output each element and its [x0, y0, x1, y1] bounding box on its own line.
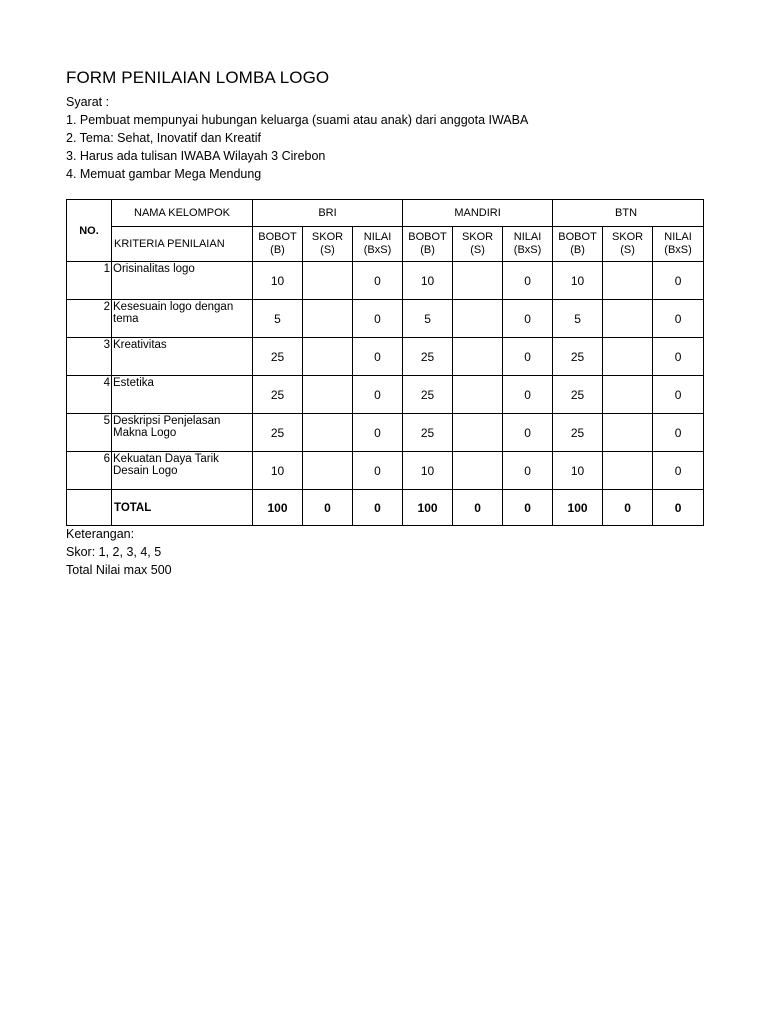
mandiri-nilai-total: 0 — [503, 490, 553, 526]
bri-bobot-cell: 25 — [253, 376, 303, 414]
bobot-header-symbol: (B) — [570, 244, 585, 256]
btn-bobot-cell: 5 — [553, 300, 603, 338]
mandiri-skor-cell — [453, 338, 503, 376]
bri-nilai-cell: 0 — [353, 338, 403, 376]
bobot-header-label: BOBOT — [258, 231, 297, 243]
btn-nilai-cell: 0 — [653, 262, 704, 300]
row-number: 4 — [67, 376, 112, 414]
mandiri-bobot-cell: 10 — [403, 262, 453, 300]
btn-nilai-header — [653, 227, 704, 262]
mandiri-skor-cell — [453, 414, 503, 452]
table-row — [67, 452, 704, 490]
form-title: FORM PENILAIAN LOMBA LOGO — [66, 68, 330, 87]
skor-header-label: SKOR — [611, 231, 644, 243]
mandiri-bobot-cell: 25 — [403, 414, 453, 452]
btn-skor-cell — [603, 376, 653, 414]
mandiri-bobot-cell: 10 — [403, 452, 453, 490]
total-no-cell — [67, 490, 112, 526]
group-header-bri: BRI — [253, 200, 403, 227]
bri-bobot-cell: 10 — [253, 262, 303, 300]
table-row — [67, 376, 704, 414]
bri-skor-cell — [303, 414, 353, 452]
kriteria-header: KRITERIA PENILAIAN — [112, 227, 253, 262]
bri-skor-header — [303, 227, 353, 262]
mandiri-nilai-header — [503, 227, 553, 262]
mandiri-skor-cell — [453, 376, 503, 414]
criteria-cell: Orisinalitas logo — [112, 262, 253, 300]
nilai-header-label: NILAI — [664, 231, 692, 243]
table-row — [67, 414, 704, 452]
btn-nilai-cell: 0 — [653, 338, 704, 376]
btn-skor-cell — [603, 414, 653, 452]
bri-skor-cell — [303, 262, 353, 300]
btn-bobot-header — [553, 227, 603, 262]
notes-total-max: Total Nilai max 500 — [66, 563, 172, 577]
mandiri-nilai-cell: 0 — [503, 262, 553, 300]
btn-skor-cell — [603, 300, 653, 338]
mandiri-bobot-header — [403, 227, 453, 262]
nilai-header-symbol: (BxS) — [513, 244, 542, 256]
mandiri-skor-cell — [453, 262, 503, 300]
mandiri-skor-cell — [453, 452, 503, 490]
table-row — [67, 338, 704, 376]
bri-nilai-cell: 0 — [353, 452, 403, 490]
nilai-header-symbol: (BxS) — [664, 244, 692, 256]
mandiri-skor-header — [453, 227, 503, 262]
btn-bobot-total: 100 — [553, 490, 603, 526]
bri-nilai-total: 0 — [353, 490, 403, 526]
criteria-cell: Estetika — [112, 376, 253, 414]
criteria-cell: Deskripsi Penjelasan Makna Logo — [112, 414, 253, 452]
btn-bobot-cell: 25 — [553, 414, 603, 452]
mandiri-skor-cell — [453, 300, 503, 338]
mandiri-bobot-cell: 25 — [403, 338, 453, 376]
bri-skor-cell — [303, 300, 353, 338]
bri-nilai-cell: 0 — [353, 376, 403, 414]
header-row-groups — [67, 200, 704, 227]
table-row — [67, 262, 704, 300]
row-number: 3 — [67, 338, 112, 376]
notes-skor: Skor: 1, 2, 3, 4, 5 — [66, 545, 162, 559]
notes-label: Keterangan: — [66, 527, 135, 541]
bri-skor-total: 0 — [303, 490, 353, 526]
nilai-header-label: NILAI — [513, 231, 542, 243]
btn-nilai-cell: 0 — [653, 300, 704, 338]
header-row-columns — [67, 227, 704, 262]
bobot-header-label: BOBOT — [408, 231, 447, 243]
btn-nilai-cell: 0 — [653, 414, 704, 452]
mandiri-bobot-total: 100 — [403, 490, 453, 526]
btn-bobot-cell: 10 — [553, 262, 603, 300]
syarat-label: Syarat : — [66, 95, 110, 109]
skor-header-symbol: (S) — [470, 244, 485, 256]
nilai-header-label: NILAI — [363, 231, 392, 243]
criteria-cell: Kekuatan Daya Tarik Desain Logo — [112, 452, 253, 490]
btn-nilai-total: 0 — [653, 490, 704, 526]
table-row — [67, 300, 704, 338]
skor-header-symbol: (S) — [620, 244, 635, 256]
bri-bobot-cell: 25 — [253, 338, 303, 376]
requirement-1: 1. Pembuat mempunyai hubungan keluarga (suami atau anak) dari anggota IWABA — [66, 113, 529, 127]
group-header-mandiri: MANDIRI — [403, 200, 553, 227]
total-label: TOTAL — [112, 490, 253, 526]
skor-header-symbol: (S) — [320, 244, 335, 256]
total-row — [67, 490, 704, 526]
btn-nilai-cell: 0 — [653, 376, 704, 414]
bri-bobot-total: 100 — [253, 490, 303, 526]
bri-bobot-cell: 25 — [253, 414, 303, 452]
bri-nilai-cell: 0 — [353, 262, 403, 300]
bri-bobot-cell: 10 — [253, 452, 303, 490]
no-header: NO. — [67, 200, 112, 262]
nama-kelompok-header: NAMA KELOMPOK — [112, 200, 253, 227]
mandiri-nilai-cell: 0 — [503, 376, 553, 414]
row-number: 5 — [67, 414, 112, 452]
bri-skor-cell — [303, 376, 353, 414]
row-number: 1 — [67, 262, 112, 300]
group-header-btn: BTN — [553, 200, 704, 227]
btn-skor-total: 0 — [603, 490, 653, 526]
bri-bobot-header — [253, 227, 303, 262]
mandiri-skor-total: 0 — [453, 490, 503, 526]
bobot-header-label: BOBOT — [558, 231, 597, 243]
score-table — [66, 199, 704, 526]
row-number: 2 — [67, 300, 112, 338]
mandiri-nilai-cell: 0 — [503, 338, 553, 376]
skor-header-label: SKOR — [311, 231, 344, 243]
btn-skor-header — [603, 227, 653, 262]
btn-skor-cell — [603, 452, 653, 490]
btn-bobot-cell: 10 — [553, 452, 603, 490]
bri-nilai-header — [353, 227, 403, 262]
nilai-header-symbol: (BxS) — [363, 244, 392, 256]
btn-bobot-cell: 25 — [553, 376, 603, 414]
criteria-cell: Kesesuain logo dengan tema — [112, 300, 253, 338]
bobot-header-symbol: (B) — [420, 244, 435, 256]
btn-skor-cell — [603, 338, 653, 376]
bri-skor-cell — [303, 338, 353, 376]
bobot-header-symbol: (B) — [270, 244, 285, 256]
btn-nilai-cell: 0 — [653, 452, 704, 490]
mandiri-bobot-cell: 25 — [403, 376, 453, 414]
bri-nilai-cell: 0 — [353, 414, 403, 452]
requirement-4: 4. Memuat gambar Mega Mendung — [66, 167, 262, 181]
bri-bobot-cell: 5 — [253, 300, 303, 338]
mandiri-bobot-cell: 5 — [403, 300, 453, 338]
mandiri-nilai-cell: 0 — [503, 414, 553, 452]
mandiri-nilai-cell: 0 — [503, 452, 553, 490]
mandiri-nilai-cell: 0 — [503, 300, 553, 338]
bri-skor-cell — [303, 452, 353, 490]
criteria-cell: Kreativitas — [112, 338, 253, 376]
skor-header-label: SKOR — [461, 231, 494, 243]
bri-nilai-cell: 0 — [353, 300, 403, 338]
requirement-2: 2. Tema: Sehat, Inovatif dan Kreatif — [66, 131, 262, 145]
btn-skor-cell — [603, 262, 653, 300]
score-table-container — [66, 199, 692, 526]
row-number: 6 — [67, 452, 112, 490]
requirement-3: 3. Harus ada tulisan IWABA Wilayah 3 Cirebon — [66, 149, 326, 163]
btn-bobot-cell: 25 — [553, 338, 603, 376]
